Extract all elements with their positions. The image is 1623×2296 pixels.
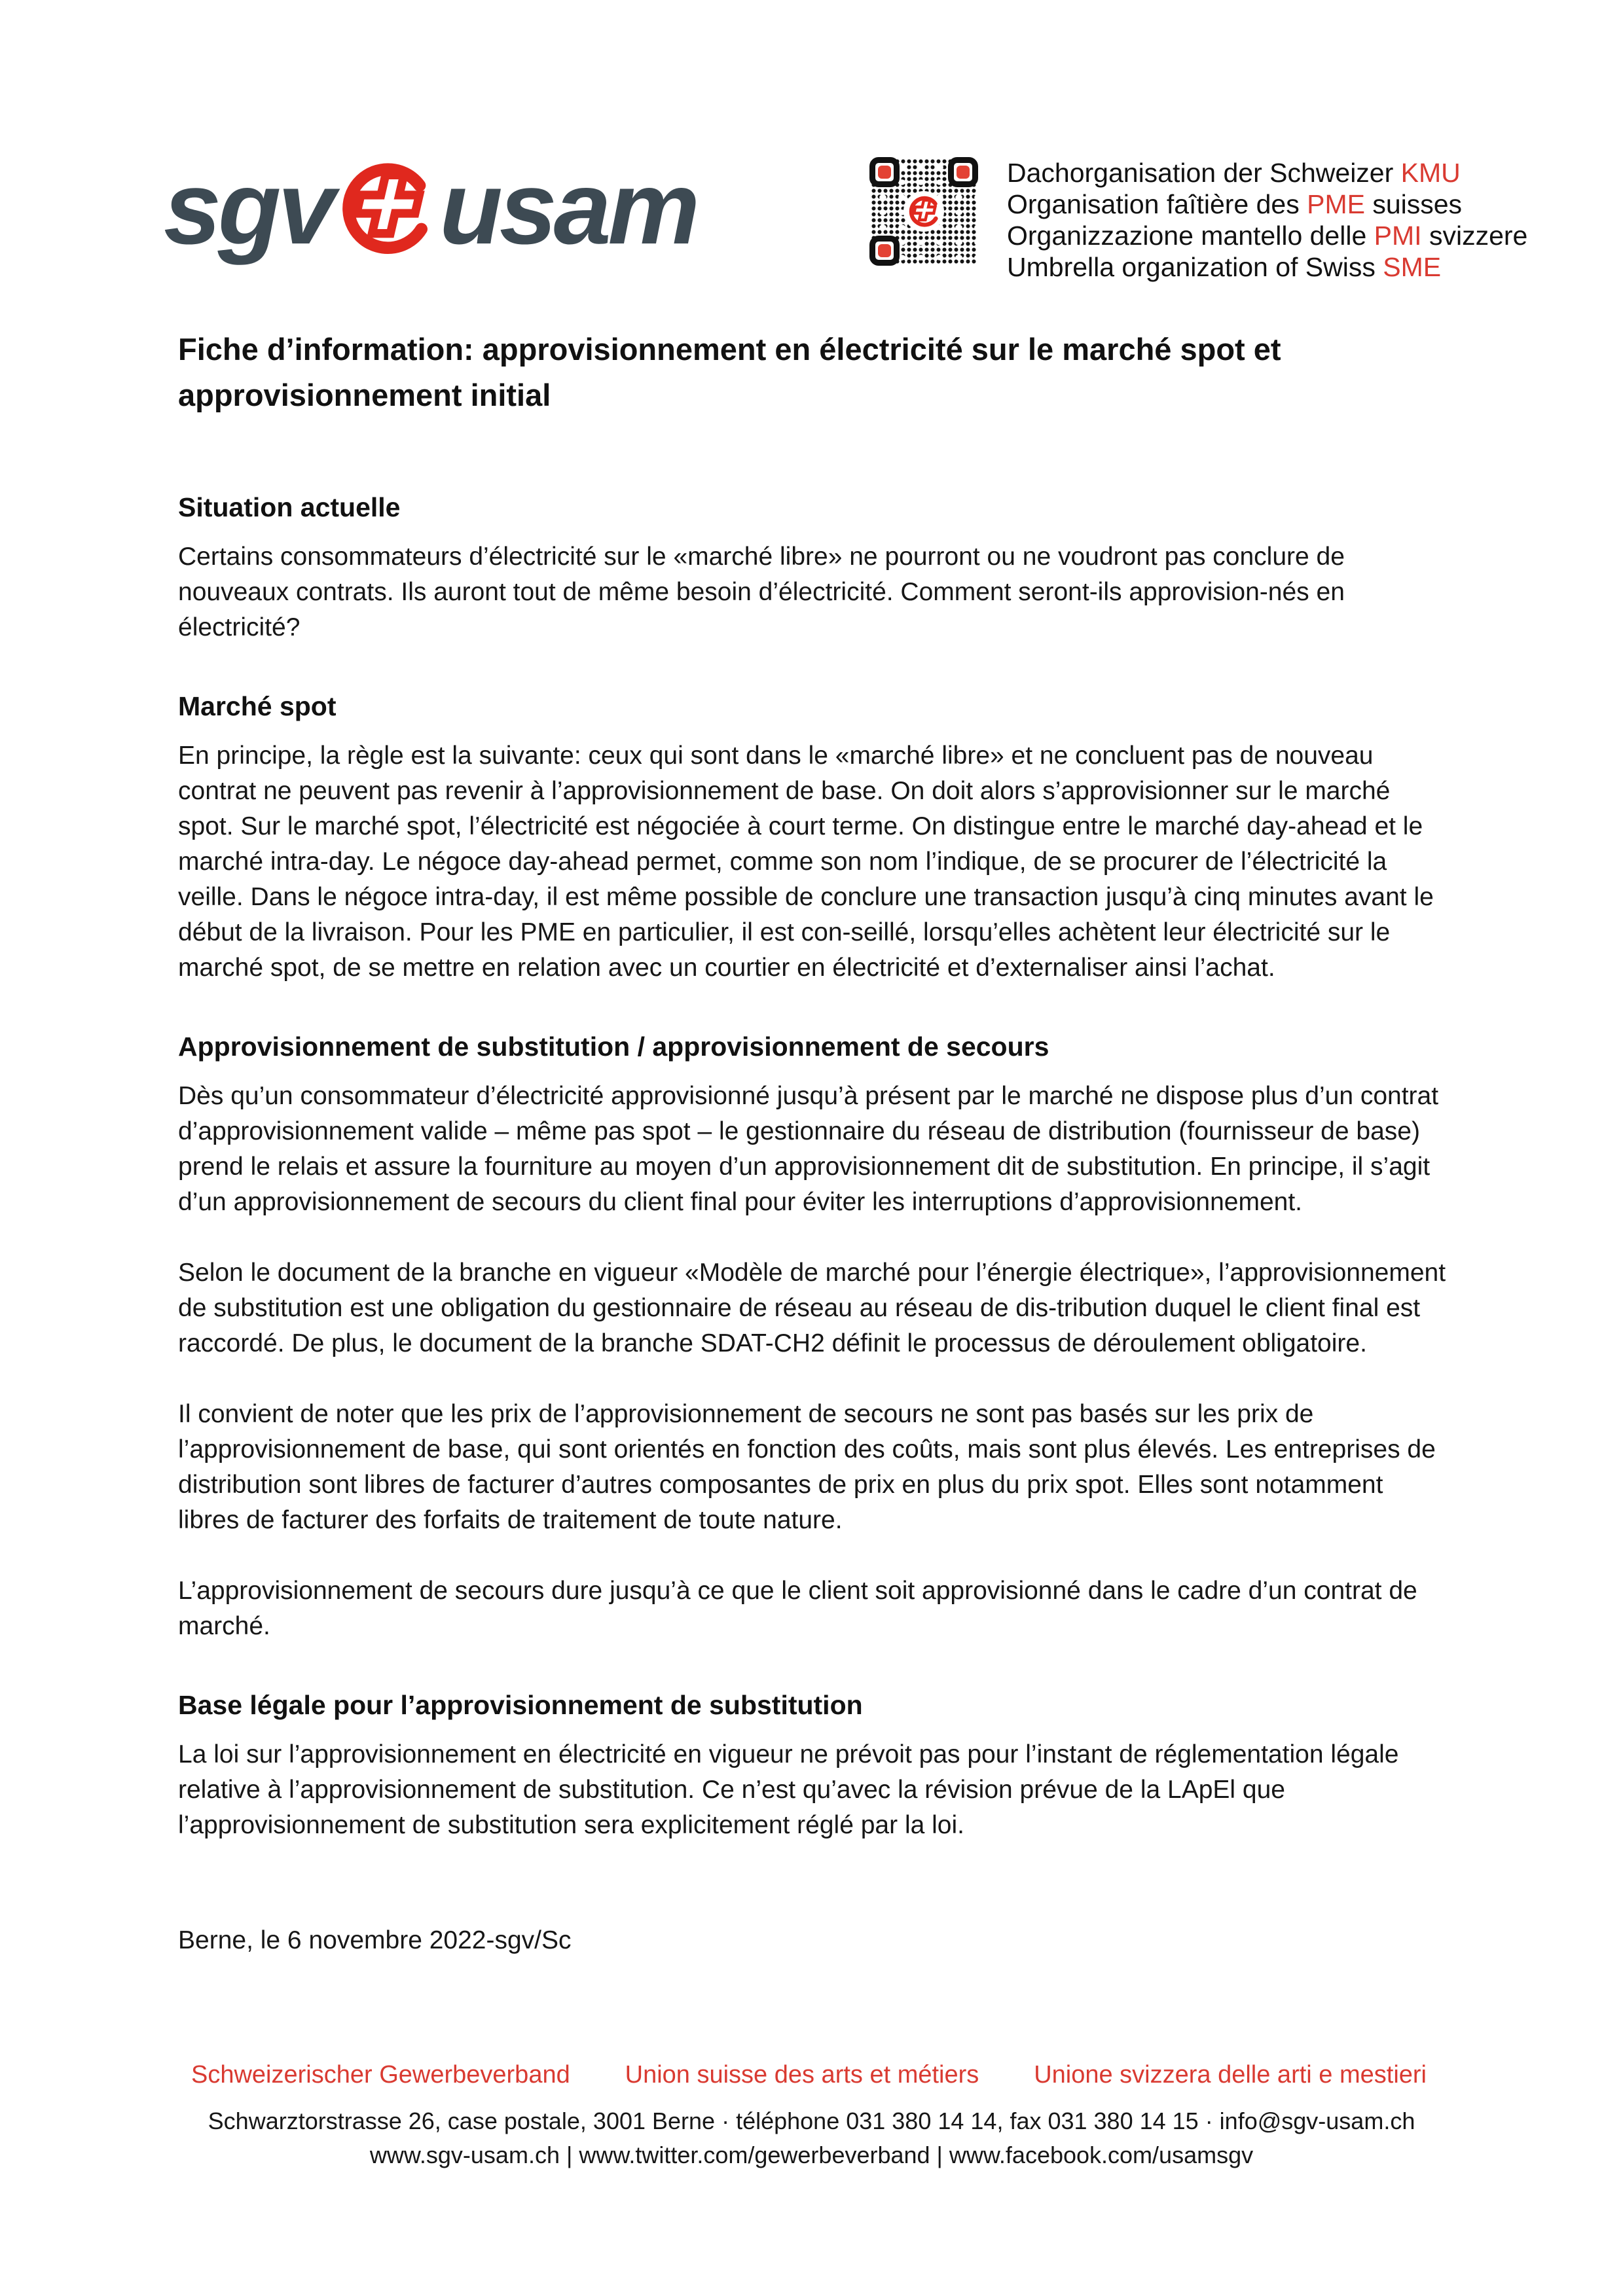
qr-finder-icon	[869, 236, 900, 266]
org-tagline-text: Dachorganisation der Schweizer	[1007, 158, 1401, 188]
section-heading: Marché spot	[178, 691, 337, 721]
section-heading: Base légale pour l’approvisionnement de substitution	[178, 1690, 863, 1720]
page-title: Fiche d’information: approvisionnement en électricité sur le marché spot et approvisionnement initial	[178, 332, 1281, 413]
body-paragraph: L’approvisionnement de secours dure jusqu’à ce que le client soit approvisionné dans le cadre d’un contrat de marché.	[178, 1577, 1417, 1640]
org-tagline-accent: SME	[1383, 252, 1442, 282]
qr-finder-icon	[869, 157, 900, 187]
org-tagline-suffix: suisses	[1364, 189, 1463, 219]
footer-organization-names	[191, 2060, 1427, 2089]
section-heading: Approvisionnement de substitution / approvisionnement de secours	[178, 1031, 1049, 1062]
org-tagline-suffix: svizzere	[1421, 221, 1528, 251]
org-tagline-line	[1007, 188, 1527, 220]
body-paragraph: Certains consommateurs d’électricité sur le «marché libre» ne pourront ou ne voudront pas conclure de nouveaux contrats. Ils auront tout de même besoin d’électricité. Comment seront-ils approvision-nés en électricité?	[178, 543, 1345, 641]
document-section	[178, 1029, 1450, 1644]
body-paragraph: Dès qu’un consommateur d’électricité approvisionné jusqu’à présent par le marché ne dispose plus d’un contrat d’approvisionnement valide – même pas spot – le gestionnaire du réseau de distribution (fournisseur de base) prend le relais et assure la fourniture au moyen d’un approvisionnement dit de substitution. En principe, il s’agit d’un approvisionnement de secours du client final pour éviter les interruptions d’approvisionnement.	[178, 1082, 1439, 1216]
org-tagline-line	[1007, 220, 1527, 251]
document-header	[164, 151, 1528, 282]
footer-address: Schwarztorstrasse 26, case postale, 3001 Berne · téléphone 031 380 14 14, fax 031 380 14 15 · info@sgv-usam.ch	[208, 2108, 1415, 2134]
logo-text-usam: usam	[439, 151, 697, 266]
body-paragraph: La loi sur l’approvisionnement en électricité en vigueur ne prévoit pas pour l’instant de réglementation légale relative à l’approvisionnement de substitution. Ce n’est qu’avec la révision prévue de la LApEl que l’approvisionnement de substitution sera explicitement réglé par la loi.	[178, 1740, 1399, 1839]
org-tagline-accent: PME	[1307, 189, 1365, 219]
footer-org-name: Union suisse des arts et métiers	[625, 2061, 979, 2089]
organization-tagline-block	[1007, 157, 1527, 283]
org-tagline-text: Organizzazione mantello delle	[1007, 221, 1374, 251]
document-section	[178, 689, 1450, 986]
document-footer	[0, 2055, 1623, 2199]
body-paragraph: Selon le document de la branche en vigueur «Modèle de marché pour l’énergie électrique», l’approvisionnement de substitution est une obligation du gestionnaire de réseau au réseau de dis-tribution duquel le client final est raccordé. De plus, le document de la branche SDAT-CH2 définit le processus de déroulement obligatoire.	[178, 1259, 1446, 1357]
org-tagline-line	[1007, 251, 1527, 283]
qr-finder-icon	[948, 157, 978, 187]
footer-org-name: Unione svizzera delle arti e mestieri	[1034, 2061, 1427, 2089]
qr-center-logo-icon	[903, 191, 944, 232]
org-tagline-text: Umbrella organization of Swiss	[1007, 252, 1383, 282]
document-section	[178, 490, 1450, 645]
section-heading: Situation actuelle	[178, 492, 401, 522]
body-paragraph: Il convient de noter que les prix de l’approvisionnement de secours ne sont pas basés sur les prix de l’approvisionnement de base, qui sont orientés en fonction des coûts, mais sont plus élevés. Les entreprises de distribution sont libres de facturer d’autres composantes de prix en plus du prix spot. Elles sont notamment libres de facturer des forfaits de traitement de toute nature.	[178, 1400, 1436, 1534]
footer-org-name: Schweizerischer Gewerbeverband	[191, 2061, 570, 2089]
document-section	[178, 1687, 1450, 1843]
org-tagline-accent: KMU	[1400, 158, 1461, 188]
document-body	[178, 490, 1450, 1958]
logo-text-sgv: sgv	[164, 151, 333, 266]
swiss-cross-emblem-icon	[333, 156, 438, 260]
org-tagline-accent: PMI	[1374, 221, 1422, 251]
qr-code	[871, 158, 977, 264]
org-tagline-text: Organisation faîtière des	[1007, 189, 1307, 219]
sgv-usam-logo	[164, 151, 697, 266]
footer-web-links: www.sgv-usam.ch | www.twitter.com/gewerbeverband | www.facebook.com/usamsgv	[369, 2142, 1254, 2168]
date-line: Berne, le 6 novembre 2022-sgv/Sc	[178, 1926, 572, 1954]
body-paragraph: En principe, la règle est la suivante: ceux qui sont dans le «marché libre» et ne concluent pas de nouveau contrat ne peuvent pas revenir à l’approvisionnement de base. On doit alors s’approvisionner sur le marché spot. Sur le marché spot, l’électricité est négociée à court terme. On distingue entre le marché day-ahead et le marché intra-day. Le négoce day-ahead permet, comme son nom l’indique, de se procurer de l’électricité la veille. Dans le négoce intra-day, il est même possible de conclure une transaction jusqu’à cinq minutes avant le début de la livraison. Pour les PME en particulier, il est con-seillé, lorsqu’elles achètent leur électricité sur le marché spot, de se mettre en relation avec un courtier en électricité et d’externaliser ainsi l’achat.	[178, 742, 1434, 982]
org-tagline-line	[1007, 157, 1527, 188]
